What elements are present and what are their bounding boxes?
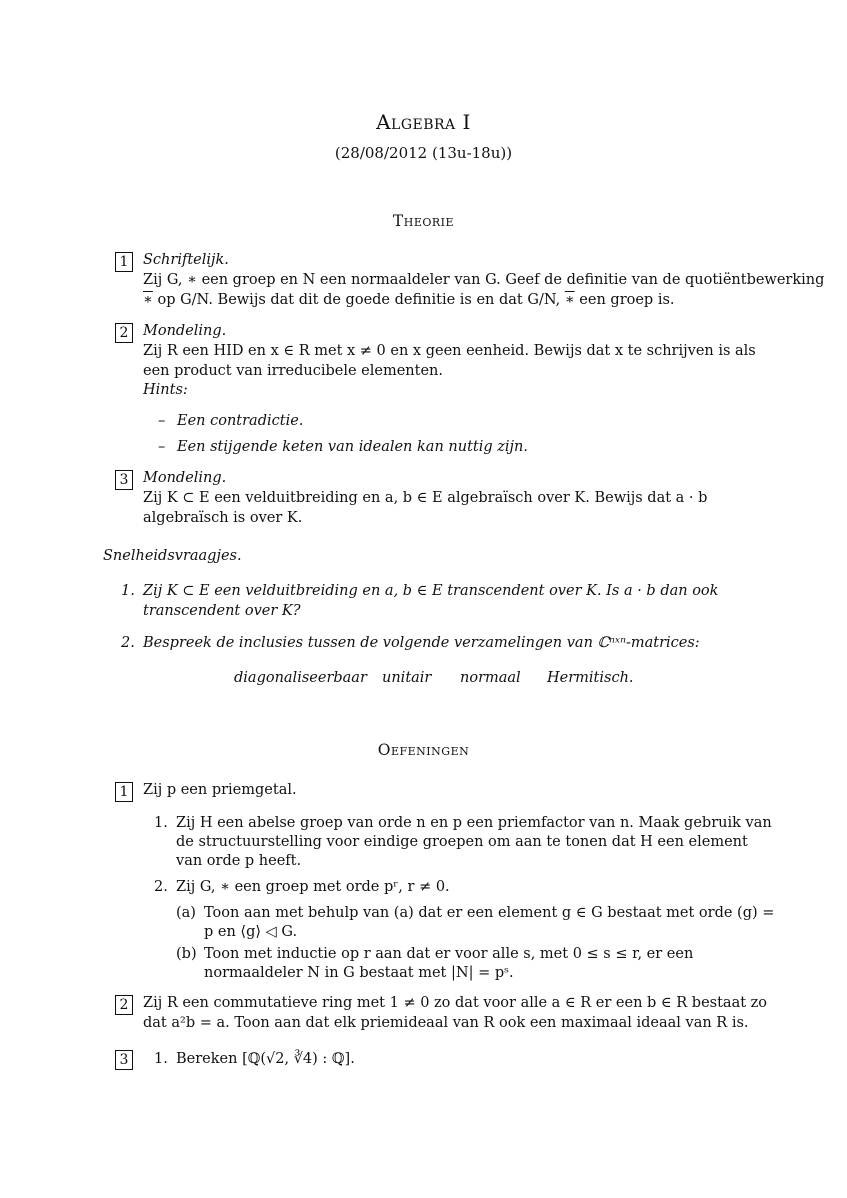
sub-item-label: (a): [176, 905, 196, 921]
exercise-text-line: Toon met inductie op r aan dat er voor alle s, met 0 ≤ s ≤ r, er een: [204, 946, 694, 962]
matrix-set-term: Hermitisch.: [547, 670, 634, 686]
hints-label: Hints:: [143, 382, 188, 398]
list-number: 1.: [121, 583, 135, 599]
section-heading-theorie: Theorie: [392, 212, 455, 230]
exercise-text-line: Zij R een commutatieve ring met 1 ≠ 0 zo dat voor alle a ∈ R er een b ∈ R bestaat zo: [143, 995, 768, 1011]
question-text-line: een product van irreducibele elementen.: [143, 363, 443, 379]
section-heading-oefeningen: Oefeningen: [377, 741, 470, 759]
question-text-line: Zij K ⊂ E een velduitbreiding en a, b ∈ E algebraïsch over K. Bewijs dat a · b: [143, 490, 708, 506]
quick-question-text: Zij K ⊂ E een velduitbreiding en a, b ∈ E transcendent over K. Is a · b dan ook: [143, 583, 719, 599]
exercise-text-line: normaaldeler N in G bestaat met |N| = pˢ.: [204, 965, 514, 981]
list-number: 2.: [154, 879, 168, 895]
question-text-line: ∗ op G/N. Bewijs dat dit de goede definitie is en dat G/N, ∗ een groep is.: [143, 292, 675, 308]
exercise-text-line: Bereken [ℚ(√2, ∛4) : ℚ].: [176, 1051, 355, 1067]
exercise-text-line: dat a²b = a. Toon aan dat elk priemideaal van R ook een maximaal ideaal van R is.: [143, 1015, 749, 1031]
hint-bullet: –: [158, 413, 166, 429]
exercise-text-line: van orde p heeft.: [176, 853, 302, 869]
quick-question-text: Bespreek de inclusies tussen de volgende verzamelingen van ℂⁿˣⁿ-matrices:: [143, 635, 700, 651]
exercise-text-line: de structuurstelling voor eindige groepen om aan te tonen dat H een element: [176, 834, 748, 850]
document-title: Algebra I: [376, 110, 471, 134]
question-text-line: Zij R een HID en x ∈ R met x ≠ 0 en x geen eenheid. Bewijs dat x te schrijven is als: [143, 343, 756, 359]
quotient-operation-symbol: ∗: [564, 292, 575, 308]
sub-item-label: (b): [176, 946, 197, 962]
matrix-set-term: unitair: [382, 670, 432, 686]
exercise-text-line: p en ⟨g⟩ ◁ G.: [204, 924, 298, 940]
quotient-operation-symbol: ∗: [143, 292, 153, 308]
hint-item: Een stijgende keten van idealen kan nuttig zijn.: [177, 439, 528, 455]
exercise-intro: Zij p een priemgetal.: [143, 782, 297, 798]
exercise-number-box: 3: [115, 1050, 133, 1070]
question-text-line: Zij G, ∗ een groep en N een normaaldeler van G. Geef de definitie van de quotiëntbewerking: [143, 272, 825, 288]
matrix-set-term: normaal: [460, 670, 521, 686]
hint-item: Een contradictie.: [177, 413, 304, 429]
question-type: Schriftelijk.: [143, 252, 229, 268]
question-number-box: 2: [115, 323, 133, 343]
exercise-text-line: Zij G, ∗ een groep met orde pʳ, r ≠ 0.: [176, 879, 450, 895]
exam-date: (28/08/2012 (13u-18u)): [334, 144, 513, 162]
question-text-line: algebraïsch is over K.: [143, 510, 303, 526]
exercise-text-line: Toon aan met behulp van (a) dat er een element g ∈ G bestaat met orde (g) =: [204, 905, 775, 921]
quick-question-text: transcendent over K?: [143, 603, 301, 619]
exercise-text-line: Zij H een abelse groep van orde n en p een priemfactor van n. Maak gebruik van: [176, 815, 772, 831]
question-type: Mondeling.: [143, 323, 227, 339]
question-number-box: 3: [115, 470, 133, 490]
question-type: Mondeling.: [143, 470, 227, 486]
quick-questions-label: Snelheidsvraagjes.: [103, 548, 242, 564]
hint-bullet: –: [158, 439, 166, 455]
exercise-number-box: 2: [115, 995, 133, 1015]
list-number: 2.: [121, 635, 135, 651]
question-number-box: 1: [115, 252, 133, 272]
matrix-set-term: diagonaliseerbaar: [234, 670, 367, 686]
list-number: 1.: [154, 815, 168, 831]
exercise-number-box: 1: [115, 782, 133, 802]
list-number: 1.: [154, 1051, 168, 1067]
